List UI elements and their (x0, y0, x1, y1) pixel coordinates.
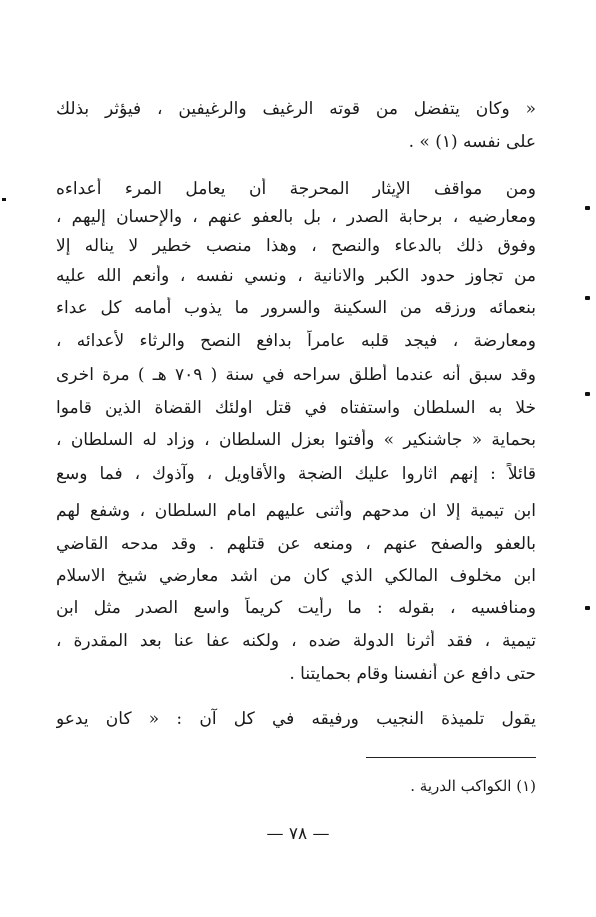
body-line-5: وفوق ذلك بالدعاء والنصح ، وهذا منصب خطير لا يناله إلا (56, 236, 536, 256)
footnote: (١) الكواكب الدرية . (410, 777, 536, 795)
margin-mark (585, 606, 590, 610)
body-line-9: وقد سبق أنه عندما أطلق سراحه في سنة ( ٧٠٩ هـ ) مرة اخرى (56, 365, 536, 385)
body-line-13: ابن تيمية إلا ان مدحهم وأثنى عليهم امام السلطان ، وشفع لهم (56, 501, 536, 521)
body-line-4: ومعارضيه ، برحابة الصدر ، بل بالعفو عنهم ، والإحسان إليهم ، (56, 207, 536, 227)
body-line-12: قائلاً : إنهم اثاروا عليك الضجة والأقاويل ، وآذوك ، فما وسع (56, 464, 536, 484)
body-line-7: بنعمائه ورزقه من السكينة والسرور ما يذوب أمامه كل عداء (56, 298, 536, 318)
body-line-17: تيمية ، فقد أثرنا الدولة ضده ، ولكنه عفا عنا بعد المقدرة ، (56, 631, 536, 651)
margin-mark (585, 392, 590, 396)
body-line-14: بالعفو والصفح عنهم ، ومنعه عن قتلهم . وقد مدحه القاضي (56, 534, 536, 554)
body-line-19: يقول تلميذة النجيب ورفيقه في كل آن : « كان يدعو (56, 709, 536, 729)
body-line-15: ابن مخلوف المالكي الذي كان من اشد معارضي شيخ الاسلام (56, 566, 536, 586)
body-line-2: على نفسه (١) » . (408, 132, 536, 152)
body-line-3: ومن مواقف الإيثار المحرجة أن يعامل المرء أعداءه (56, 179, 536, 199)
page-number: — ٧٨ — (266, 824, 330, 844)
margin-mark (585, 296, 590, 300)
footnote-divider (366, 757, 536, 758)
body-line-6: من تجاوز حدود الكبر والانانية ، ونسي نفسه ، وأنعم الله عليه (56, 266, 536, 286)
body-line-18: حتى دافع عن أنفسنا وقام بحمايتنا . (289, 664, 536, 684)
body-line-1: « وكان يتفضل من قوته الرغيف والرغيفين ، فيؤثر بذلك (56, 99, 536, 119)
body-line-10: خلا به السلطان واستفتاه في قتل اولئك القضاة الذين قاموا (56, 398, 536, 418)
body-line-16: ومنافسيه ، بقوله : ما رأيت كريماً واسع الصدر مثل ابن (56, 598, 536, 618)
margin-mark (585, 206, 590, 210)
margin-mark (2, 198, 6, 201)
body-line-11: بحماية « جاشنكير » وأفتوا بعزل السلطان ، وزاد له السلطان ، (56, 430, 536, 450)
body-line-8: ومعارضة ، فيجد قلبه عامراً بدافع النصح والرثاء لأعدائه ، (56, 331, 536, 351)
